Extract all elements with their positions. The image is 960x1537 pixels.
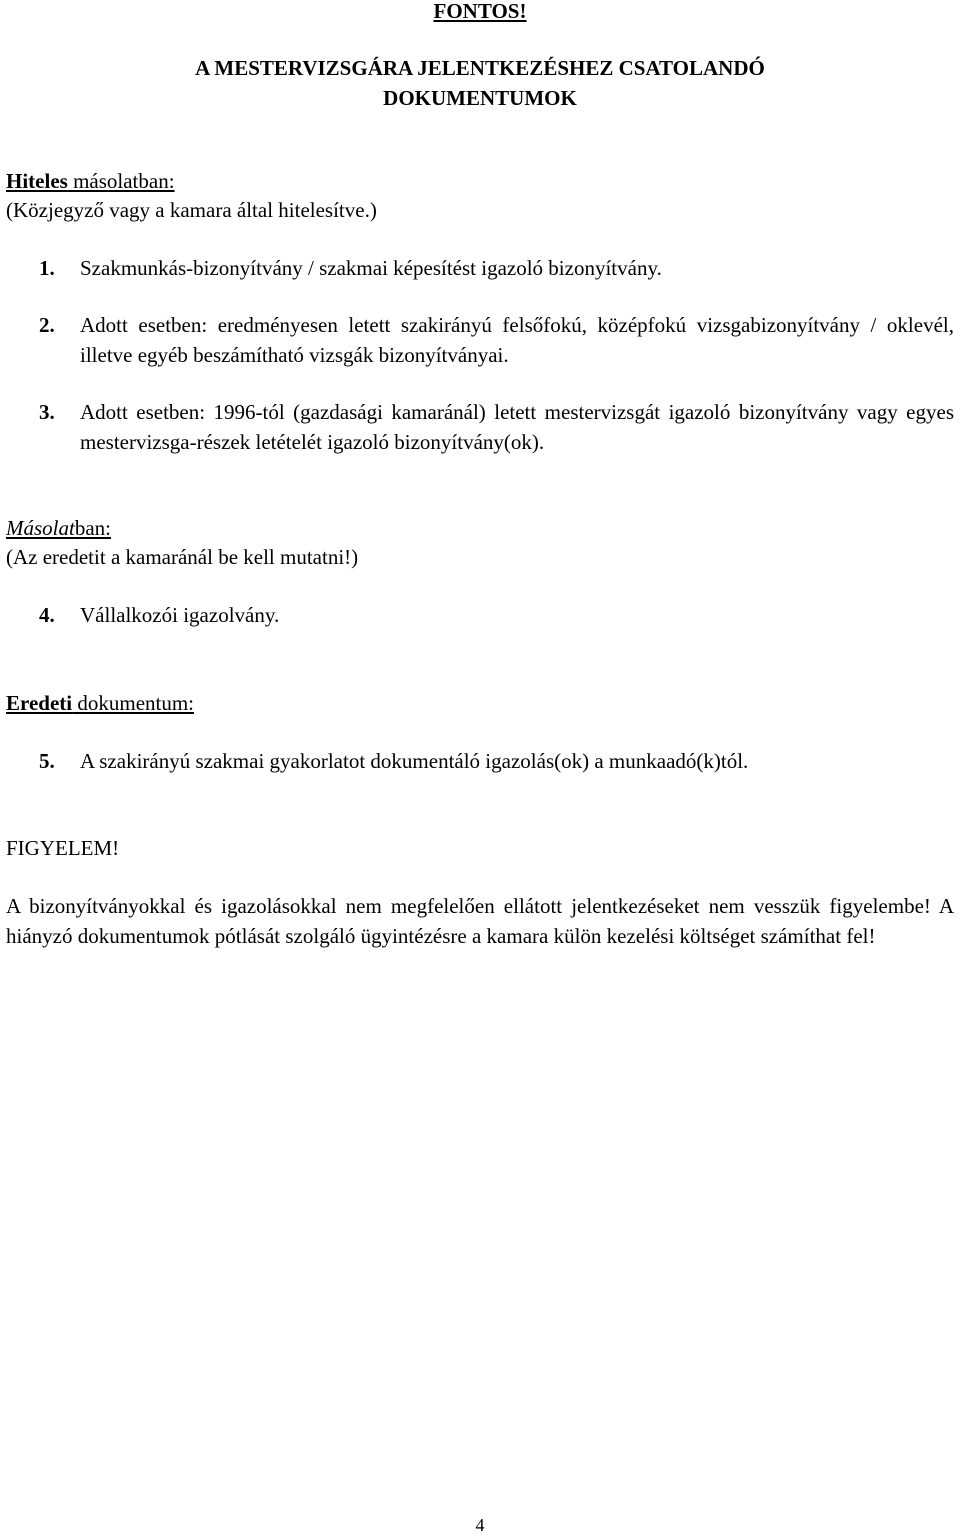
list-item-1	[6, 253, 954, 283]
document-title-line1: A MESTERVIZSGÁRA JELENTKEZÉSHEZ CSATOLANDÓ	[195, 56, 765, 80]
document-title	[6, 53, 954, 113]
section-authentic-heading	[6, 166, 954, 196]
list-item-4	[6, 600, 954, 630]
page-number: 4	[475, 1515, 485, 1535]
list-item-2	[6, 310, 954, 370]
list-item-text: Adott esetben: 1996-tól (gazdasági kamaránál) letett mestervizsgát igazoló bizonyítvány vagy egyes mestervizsga-részek letételét igazoló bizonyítvány(ok).	[80, 400, 954, 454]
section-authentic-title: Hiteles másolatban:	[6, 169, 175, 193]
section-original-title: Eredeti dokumentum:	[6, 691, 195, 715]
section-copy-heading	[6, 513, 954, 543]
section-original-heading	[6, 688, 954, 718]
list-item-text: Vállalkozói igazolvány.	[80, 603, 280, 627]
list-item-number: 2.	[39, 313, 55, 337]
notice-heading	[6, 0, 954, 26]
list-item-number: 1.	[39, 256, 55, 280]
list-item-text: Szakmunkás-bizonyítvány / szakmai képesítést igazoló bizonyítvány.	[80, 256, 662, 280]
list-item-5	[6, 746, 954, 776]
warning-title: FIGYELEM!	[6, 836, 120, 860]
section-copy-note: (Az eredetit a kamaránál be kell mutatni!)	[6, 545, 359, 569]
list-item-text: A szakirányú szakmai gyakorlatot dokumentáló igazolás(ok) a munkaadó(k)tól.	[80, 749, 749, 773]
list-item-number: 3.	[39, 400, 55, 424]
list-item-number: 5.	[39, 749, 55, 773]
list-item-text: Adott esetben: eredményesen letett szakirányú felsőfokú, középfokú vizsgabizonyítvány / oklevél, illetve egyéb beszámítható vizsgák bizonyítványai.	[80, 313, 954, 367]
list-item-3	[6, 397, 954, 457]
notice-text: FONTOS!	[433, 0, 527, 23]
document-title-line2: DOKUMENTUMOK	[383, 86, 577, 110]
list-item-number: 4.	[39, 603, 55, 627]
section-copy-title: Másolatban:	[6, 516, 111, 540]
section-authentic-note: (Közjegyző vagy a kamara által hitelesítve.)	[6, 198, 377, 222]
warning-text: A bizonyítványokkal és igazolásokkal nem megfelelően ellátott jelentkezéseket nem vesszük figyelembe! A hiányzó dokumentumok pótlását szolgáló ügyintézésre a kamara külön kezelési költséget számíthat fel!	[6, 894, 954, 948]
